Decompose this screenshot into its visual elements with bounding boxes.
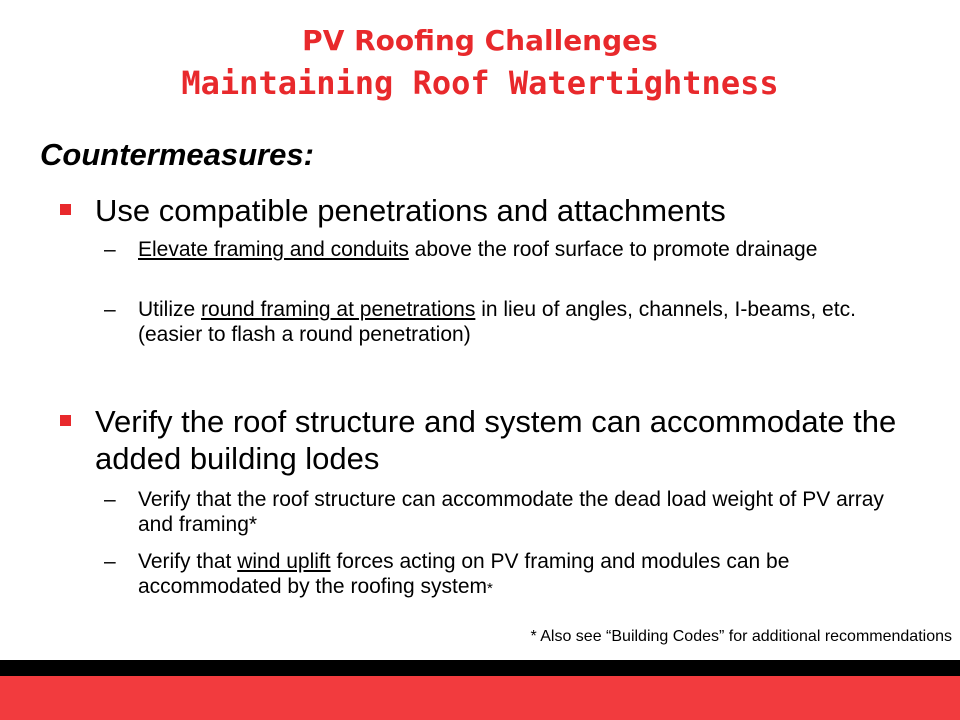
sub-bullet-item <box>104 237 904 262</box>
dash-marker: – <box>104 488 116 511</box>
slide-title: PV Roofing Challenges <box>302 24 658 57</box>
bullet-item <box>60 403 920 477</box>
square-bullet-icon <box>60 204 71 215</box>
dash-marker: – <box>104 238 116 261</box>
dash-marker: – <box>104 298 116 321</box>
square-bullet-icon <box>60 415 71 426</box>
footer-black-bar <box>0 660 960 676</box>
sub-bullet-item <box>104 297 904 347</box>
bullet-item <box>60 192 920 229</box>
sub-bullet-text-lead: Utilize <box>138 298 202 321</box>
bullet-text: Verify the roof structure and system can accommodate the added building lodes <box>95 404 897 476</box>
underlined-phrase: Elevate framing and conduits <box>138 238 409 261</box>
sub-bullet-text: Verify that the roof structure can accommodate the dead load weight of PV array and framing* <box>138 488 884 536</box>
dash-marker: – <box>104 550 116 573</box>
slide-subtitle: Maintaining Roof Watertightness <box>181 64 779 102</box>
sub-bullet-text <box>104 237 904 262</box>
sub-bullet-item <box>104 549 904 601</box>
footnote: * Also see “Building Codes” for additional recommendations <box>530 628 952 645</box>
sub-bullet-text-rest: in lieu of angles, channels, I-beams, etc. (easier to flash a round penetration) <box>138 298 856 346</box>
sub-bullet-text-rest: forces acting on PV framing and modules can be accommodated by the roofing system <box>138 550 790 598</box>
sub-bullet-text-rest: above the roof surface to promote drainage <box>408 238 818 261</box>
sub-bullet-text <box>104 549 904 601</box>
sub-bullet-text-lead: Verify that <box>138 550 238 573</box>
sub-bullet-item <box>104 487 904 537</box>
underlined-phrase: round framing at penetrations <box>201 298 476 321</box>
footer-red-bar <box>0 676 960 720</box>
bullet-text: Use compatible penetrations and attachments <box>95 193 726 228</box>
sub-bullet-text <box>104 297 904 347</box>
footnote-marker: * <box>487 580 493 597</box>
underlined-phrase: wind uplift <box>237 550 331 573</box>
section-heading: Countermeasures: <box>40 137 314 172</box>
